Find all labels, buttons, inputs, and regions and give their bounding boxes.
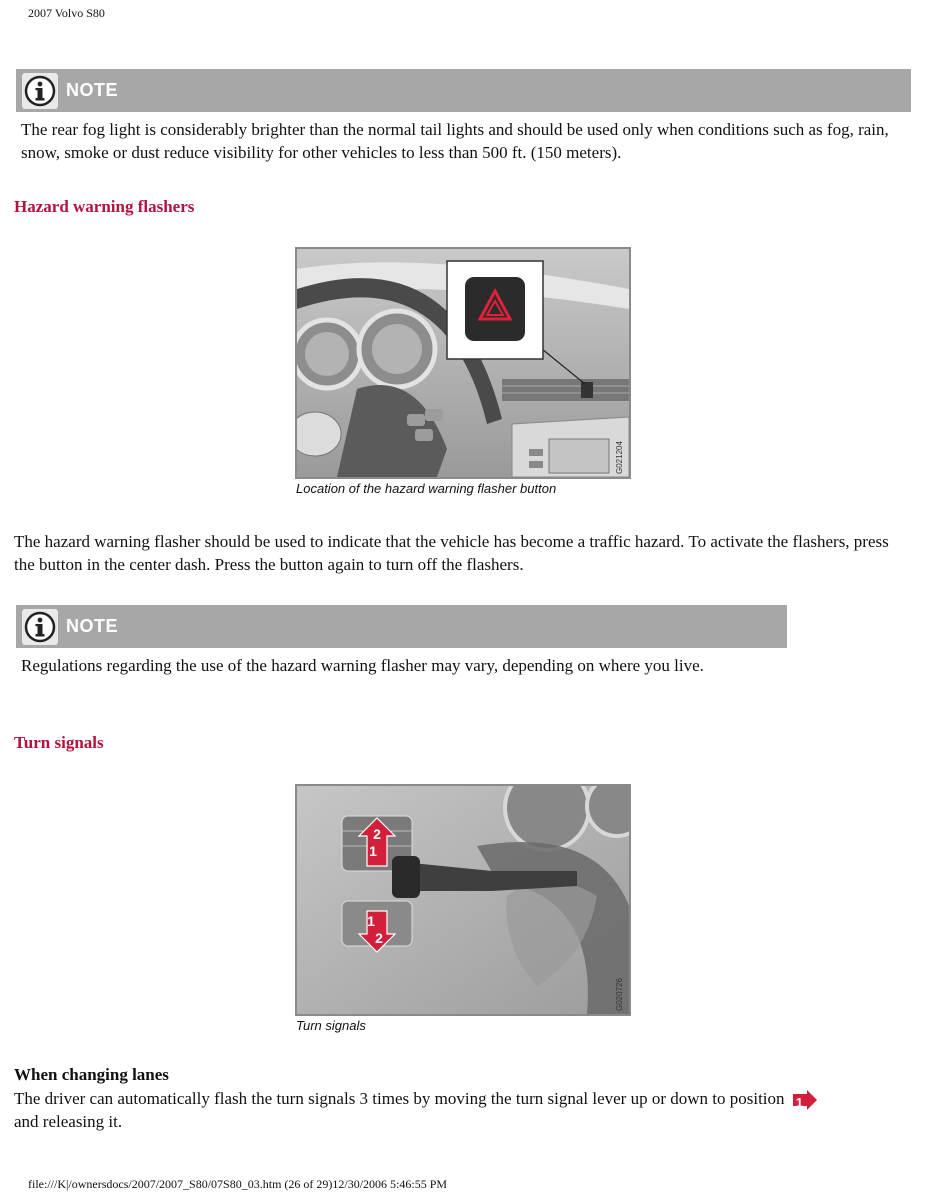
turn-signal-illustration bbox=[297, 786, 629, 1014]
figure-caption-hazard: Location of the hazard warning flasher button bbox=[296, 481, 557, 496]
arrow-label: 2 bbox=[373, 826, 381, 842]
page-header-title: 2007 Volvo S80 bbox=[28, 6, 105, 20]
arrow-label: 1 bbox=[369, 843, 377, 859]
info-icon bbox=[22, 609, 58, 645]
note-text: The rear fog light is considerably brighter than the normal tail lights and should be used only when conditions such as fog, rain, snow, smoke or dust reduce visibility for other vehicles to less than 500 ft. (150 meters). bbox=[21, 120, 889, 162]
arrow-label: 1 bbox=[367, 913, 375, 929]
hazard-dashboard-illustration bbox=[297, 249, 629, 477]
lane-change-text: and releasing it. bbox=[14, 1112, 123, 1132]
note-bar bbox=[16, 605, 787, 648]
position-1-icon: 1 bbox=[793, 1090, 817, 1110]
hazard-figure bbox=[295, 247, 631, 479]
subheading-changing-lanes: When changing lanes bbox=[14, 1065, 169, 1084]
turn-signals-figure bbox=[295, 784, 631, 1016]
page-footer-path: file:///K|/ownersdocs/2007/2007_S80/07S80_03.htm (26 of 29)12/30/2006 5:46:55 PM bbox=[28, 1177, 448, 1191]
figure-code: G021204 bbox=[615, 441, 624, 474]
section-heading-hazard: Hazard warning flashers bbox=[14, 197, 195, 216]
lane-change-paragraph bbox=[14, 1087, 919, 1133]
note-label: NOTE bbox=[66, 80, 119, 100]
arrow-label: 2 bbox=[375, 930, 383, 946]
figure-code: G020726 bbox=[615, 978, 624, 1011]
note-text: Regulations regarding the use of the hazard warning flasher may vary, depending on where you live. bbox=[21, 656, 704, 675]
figure-caption-turn-signals: Turn signals bbox=[296, 1018, 366, 1033]
note-bar bbox=[16, 69, 911, 112]
lane-change-text: The driver can automatically flash the turn signals 3 times by moving the turn signal lever up or down to position bbox=[14, 1089, 785, 1108]
note-label: NOTE bbox=[66, 616, 119, 636]
section-heading-turn-signals: Turn signals bbox=[14, 733, 104, 752]
info-icon bbox=[22, 73, 58, 109]
hazard-paragraph: The hazard warning flasher should be used to indicate that the vehicle has become a traffic hazard. To activate the flashers, press the button in the center dash. Press the button again to turn off the flashers. bbox=[14, 532, 889, 574]
